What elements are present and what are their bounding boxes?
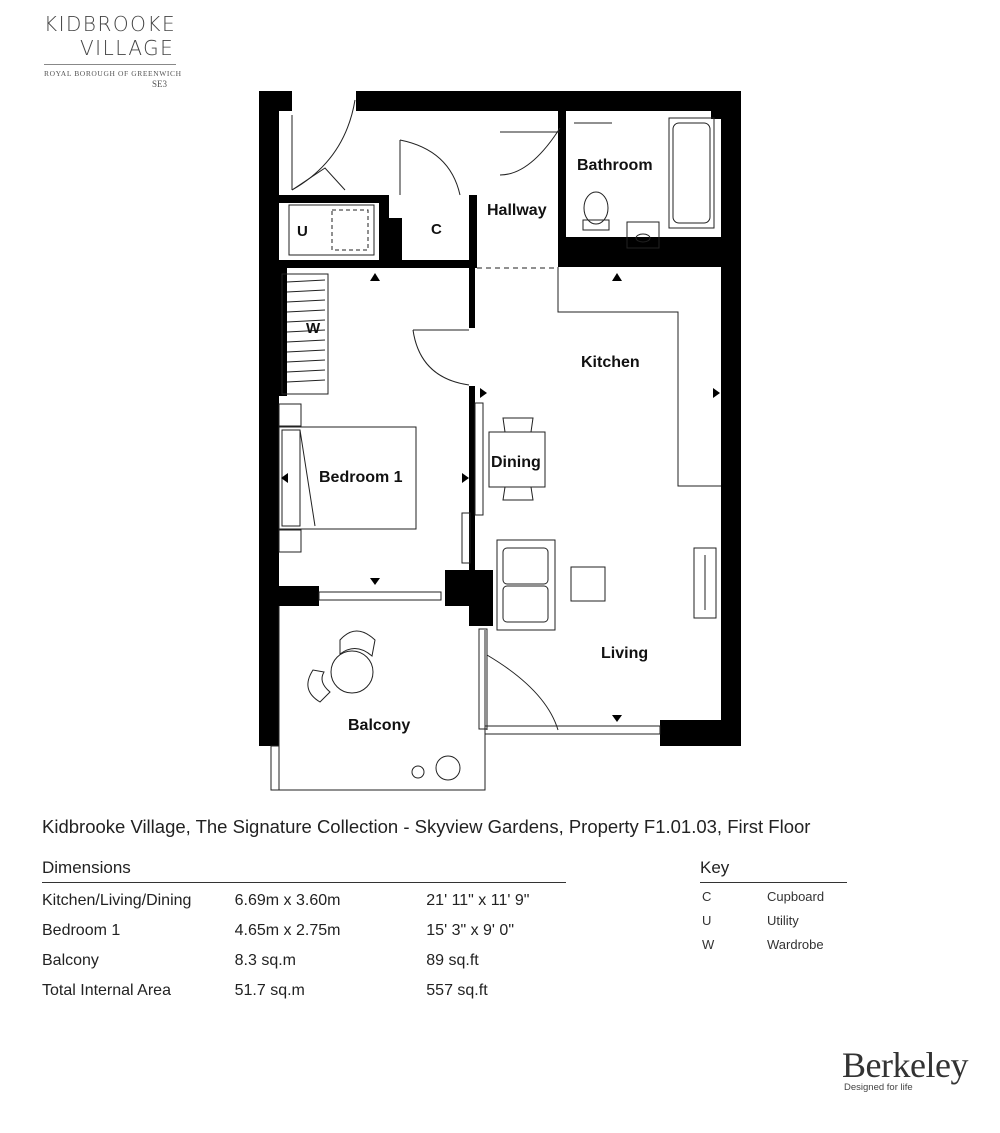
logo-line-1: KIDBROOKE	[44, 12, 177, 36]
wall-markers	[281, 273, 720, 722]
dimensions-table	[42, 858, 566, 1006]
label-cupboard: C	[431, 221, 442, 238]
key-label: Utility	[767, 913, 799, 928]
label-utility: U	[297, 223, 308, 240]
dimensions-metric: 8.3 sq.m	[234, 952, 296, 969]
dimensions-metric: 4.65m x 2.75m	[234, 922, 341, 939]
label-bedroom: Bedroom 1	[319, 469, 403, 486]
label-wardrobe: W	[306, 320, 321, 337]
key-code: W	[702, 937, 715, 952]
logo-subline: ROYAL BOROUGH OF GREENWICH	[44, 69, 182, 78]
berkeley-tagline: Designed for life	[844, 1082, 913, 1093]
logo-line-2: VILLAGE	[80, 36, 175, 60]
label-bathroom: Bathroom	[577, 157, 653, 174]
dimensions-row	[42, 976, 566, 1006]
key-heading: Key	[700, 858, 847, 883]
dimensions-imperial: 557 sq.ft	[426, 982, 488, 999]
label-living: Living	[601, 645, 649, 662]
dimensions-room: Balcony	[42, 952, 99, 969]
dimensions-room: Total Internal Area	[42, 982, 171, 999]
dimensions-metric: 6.69m x 3.60m	[234, 892, 341, 909]
key-item	[700, 909, 847, 933]
berkeley-name: Berkeley	[842, 1045, 968, 1085]
key-code: C	[702, 889, 712, 904]
dimensions-imperial: 89 sq.ft	[426, 952, 479, 969]
key-label: Wardrobe	[767, 937, 824, 952]
key-legend	[700, 858, 847, 957]
label-dining: Dining	[491, 454, 541, 471]
dimensions-row	[42, 946, 566, 976]
dimensions-row	[42, 886, 566, 916]
dimensions-heading: Dimensions	[42, 858, 566, 883]
key-item	[700, 933, 847, 957]
key-label: Cupboard	[767, 889, 825, 904]
logo-postcode: SE3	[152, 79, 168, 89]
key-code: U	[702, 913, 712, 928]
dimensions-metric: 51.7 sq.m	[234, 982, 305, 999]
label-balcony: Balcony	[348, 717, 411, 734]
label-hallway: Hallway	[487, 202, 547, 219]
key-item	[700, 885, 847, 909]
property-caption: Kidbrooke Village, The Signature Collection - Skyview Gardens, Property F1.01.03, First Floor	[42, 816, 811, 837]
dimensions-imperial: 15' 3" x 9' 0"	[426, 922, 515, 939]
dimensions-row	[42, 916, 566, 946]
berkeley-logo	[842, 1045, 968, 1093]
label-kitchen: Kitchen	[581, 354, 640, 371]
dimensions-room: Kitchen/Living/Dining	[42, 892, 192, 909]
dimensions-imperial: 21' 11" x 11' 9"	[426, 892, 530, 909]
dimensions-room: Bedroom 1	[42, 922, 121, 939]
